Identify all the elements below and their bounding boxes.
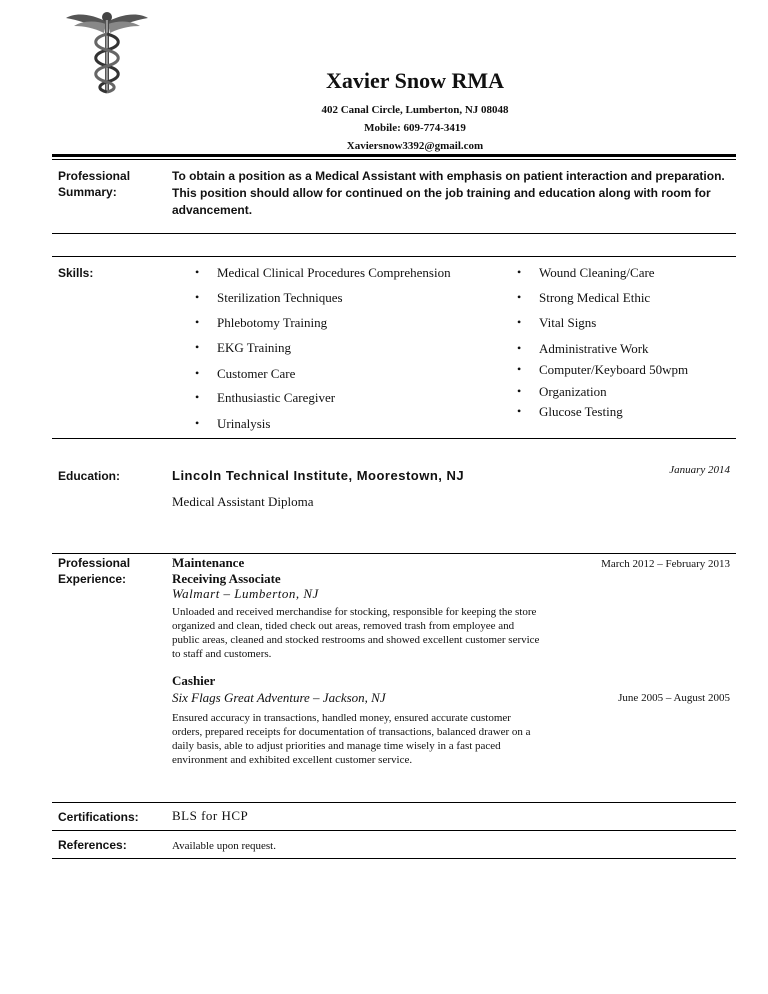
skill-item: • Urinalysis	[217, 416, 270, 432]
experience-label-line2: Experience:	[58, 572, 127, 586]
summary-label-line2: Summary:	[58, 185, 117, 199]
skill-item: • Sterilization Techniques	[217, 290, 343, 306]
references-text: Available upon request.	[172, 840, 276, 852]
skills-top-rule	[52, 256, 736, 257]
skill-item: • Administrative Work	[539, 341, 649, 357]
summary-label-line1: Professional	[58, 169, 131, 183]
education-date: January 2014	[669, 464, 730, 476]
header-rule-thin	[52, 159, 736, 160]
skill-item: • Strong Medical Ethic	[539, 290, 650, 306]
skill-item: • Organization	[539, 384, 607, 400]
skill-item: • Customer Care	[217, 366, 295, 382]
experience-label-line1: Professional	[58, 556, 131, 570]
experience-rule	[52, 802, 736, 803]
references-label: References:	[58, 838, 127, 852]
email: Xaviersnow3392@gmail.com	[346, 140, 484, 152]
certifications-rule	[52, 830, 736, 831]
summary-rule	[52, 233, 736, 234]
skill-item: • EKG Training	[217, 340, 291, 356]
address: 402 Canal Circle, Lumberton, NJ 08048	[321, 104, 509, 116]
job-dates: June 2005 – August 2005	[618, 692, 730, 704]
skills-bottom-rule	[52, 438, 736, 439]
skill-item: • Glucose Testing	[539, 404, 623, 420]
school-name: Lincoln Technical Institute, Moorestown, NJ	[172, 468, 465, 483]
skill-item: • Wound Cleaning/Care	[539, 265, 655, 281]
employer: Six Flags Great Adventure – Jackson, NJ	[172, 690, 386, 705]
certifications-label: Certifications:	[58, 810, 139, 824]
resume-name: Xavier Snow RMA	[325, 68, 505, 93]
mobile-phone: Mobile: 609-774-3419	[364, 122, 466, 134]
summary-text: To obtain a position as a Medical Assistant with emphasis on patient interaction and preparation. This position should allow for continued on the job training and education along with room for advancement.	[172, 169, 725, 217]
skills-label: Skills:	[58, 266, 94, 280]
education-label: Education:	[58, 469, 120, 483]
degree: Medical Assistant Diploma	[172, 494, 314, 509]
experience-label	[58, 555, 130, 587]
skill-item: • Phlebotomy Training	[217, 315, 327, 331]
certifications-text: BLS for HCP	[172, 808, 249, 823]
employer: Walmart – Lumberton, NJ	[172, 586, 319, 601]
summary-label	[58, 168, 130, 200]
job-description: Unloaded and received merchandise for stocking, responsible for keeping the store organized and clean, tided check out areas, removed trash from employee and public areas, cleaned and stocked restrooms and showed excellent customer service to staff and customers.	[172, 606, 540, 660]
header-rule-thick	[52, 154, 736, 157]
job-description: Ensured accuracy in transactions, handled money, ensured accurate customer orders, prepared receipts for documentation of transactions, balanced drawer on a daily basis, able to adjust priorities and manage time wisely in a fast paced environment and exhibited excellent customer service.	[172, 712, 531, 766]
skill-item: • Enthusiastic Caregiver	[217, 390, 335, 406]
skill-item: • Computer/Keyboard 50wpm	[539, 362, 688, 378]
job-dates: March 2012 – February 2013	[601, 558, 730, 570]
skill-item: • Medical Clinical Procedures Comprehension	[217, 265, 451, 281]
job-title: Cashier	[172, 673, 216, 688]
education-rule	[52, 553, 736, 554]
references-rule	[52, 858, 736, 859]
skill-item: • Vital Signs	[539, 315, 596, 331]
job-title: Receiving Associate	[172, 571, 281, 586]
job-title: Maintenance	[172, 555, 245, 570]
